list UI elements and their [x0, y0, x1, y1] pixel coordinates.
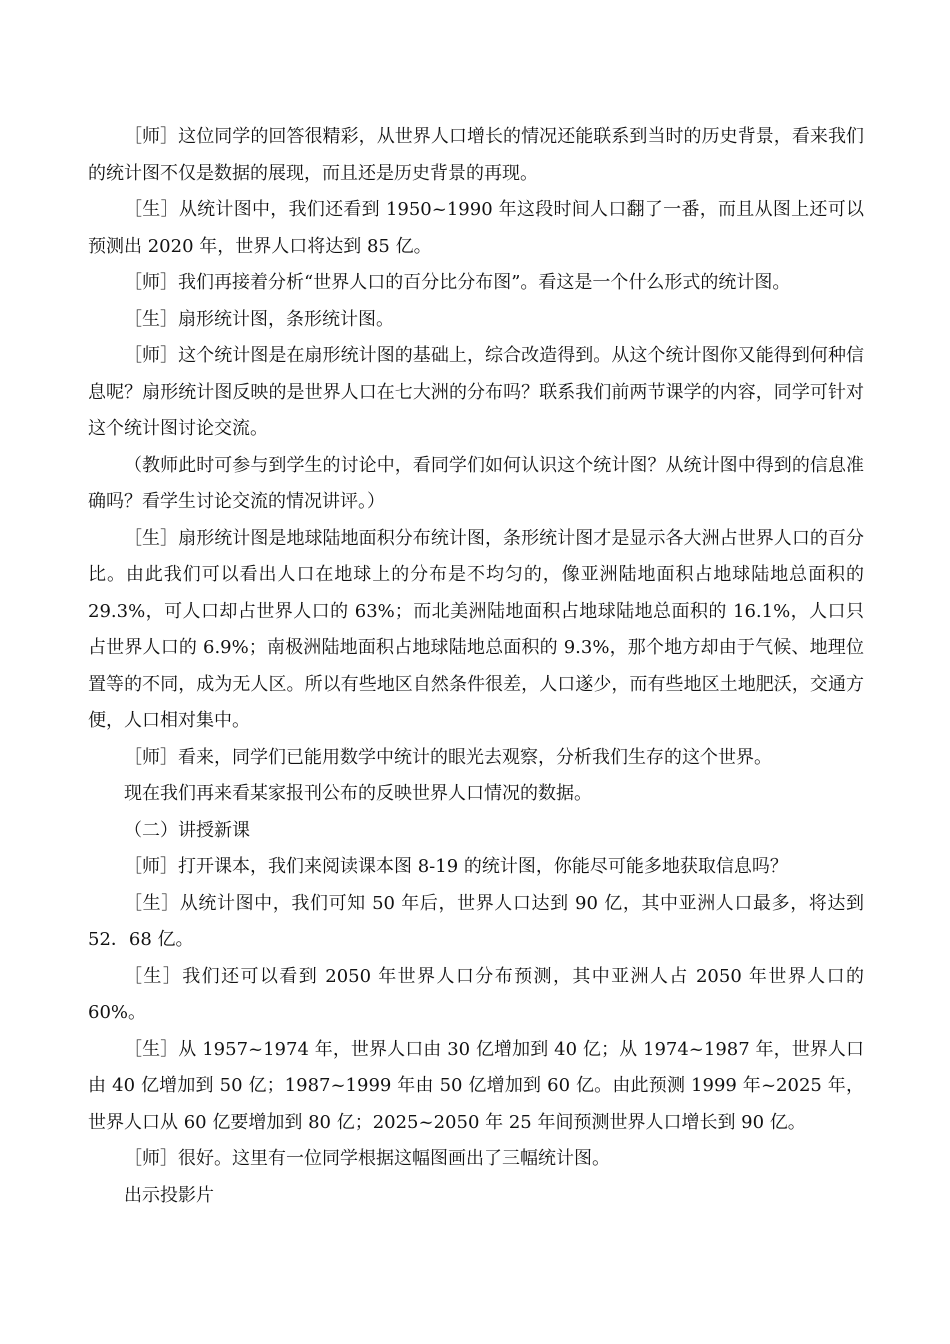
paragraph-12: ［生］从统计图中，我们可知 50 年后，世界人口达到 90 亿，其中亚洲人口最多，将达到 52．68 亿。	[88, 892, 864, 950]
document-body	[88, 119, 864, 1214]
paragraph-16: 出示投影片	[124, 1184, 214, 1206]
paragraph-7: ［生］扇形统计图是地球陆地面积分布统计图，条形统计图才是显示各大洲占世界人口的百分比。由此我们可以看出人口在地球上的分布是不均匀的，像亚洲陆地面积占地球陆地总面积的 29.3%，可人口却占世界人口的 63%；而北美洲陆地面积占地球陆地总面积的 16.1%，人口只占世界人口的 6.9%；南极洲陆地面积占地球陆地总面积的 9.3%，那个地方却由于气候、地理位置等的不同，成为无人区。所以有些地区自然条件很差，人口遂少，而有些地区土地肥沃，交通方便，人口相对集中。	[88, 527, 864, 731]
paragraph-3: ［师］我们再接着分析“世界人口的百分比分布图”。看这是一个什么形式的统计图。	[124, 272, 791, 293]
paragraph-8: ［师］看来，同学们已能用数学中统计的眼光去观察，分析我们生存的这个世界。	[124, 746, 772, 768]
paragraph-9: 现在我们再来看某家报刊公布的反映世界人口情况的数据。	[124, 783, 592, 804]
paragraph-4: ［生］扇形统计图，条形统计图。	[124, 308, 394, 330]
paragraph-6: （教师此时可参与到学生的讨论中，看同学们如何认识这个统计图？从统计图中得到的信息准确吗？看学生讨论交流的情况讲评。）	[88, 454, 864, 512]
paragraph-1: ［师］这位同学的回答很精彩，从世界人口增长的情况还能联系到当时的历史背景，看来我们的统计图不仅是数据的展现，而且还是历史背景的再现。	[88, 126, 864, 184]
paragraph-14: ［生］从 1957~1974 年，世界人口由 30 亿增加到 40 亿；从 1974~1987 年，世界人口由 40 亿增加到 50 亿；1987~1999 年由 50 亿增加到 60 亿。由此预测 1999 年~2025 年，世界人口从 60 亿要增加到 80 亿；2025~2050 年 25 年间预测世界人口增长到 90 亿。	[88, 1038, 864, 1133]
paragraph-11: ［师］打开课本，我们来阅读课本图 8-19 的统计图，你能尽可能多地获取信息吗？	[124, 856, 788, 877]
paragraph-15: ［师］很好。这里有一位同学根据这幅图画出了三幅统计图。	[124, 1148, 610, 1169]
paragraph-5: ［师］这个统计图是在扇形统计图的基础上，综合改造得到。从这个统计图你又能得到何种信息呢？扇形统计图反映的是世界人口在七大洲的分布吗？联系我们前两节课学的内容，同学可针对这个统计图讨论交流。	[88, 345, 864, 439]
paragraph-13: ［生］我们还可以看到 2050 年世界人口分布预测，其中亚洲人占 2050 年世界人口的 60%。	[88, 965, 864, 1023]
section-heading: （二）讲授新课	[124, 819, 250, 841]
paragraph-2: ［生］从统计图中，我们还看到 1950~1990 年这段时间人口翻了一番，而且从图上还可以预测出 2020 年，世界人口将达到 85 亿。	[88, 199, 864, 257]
